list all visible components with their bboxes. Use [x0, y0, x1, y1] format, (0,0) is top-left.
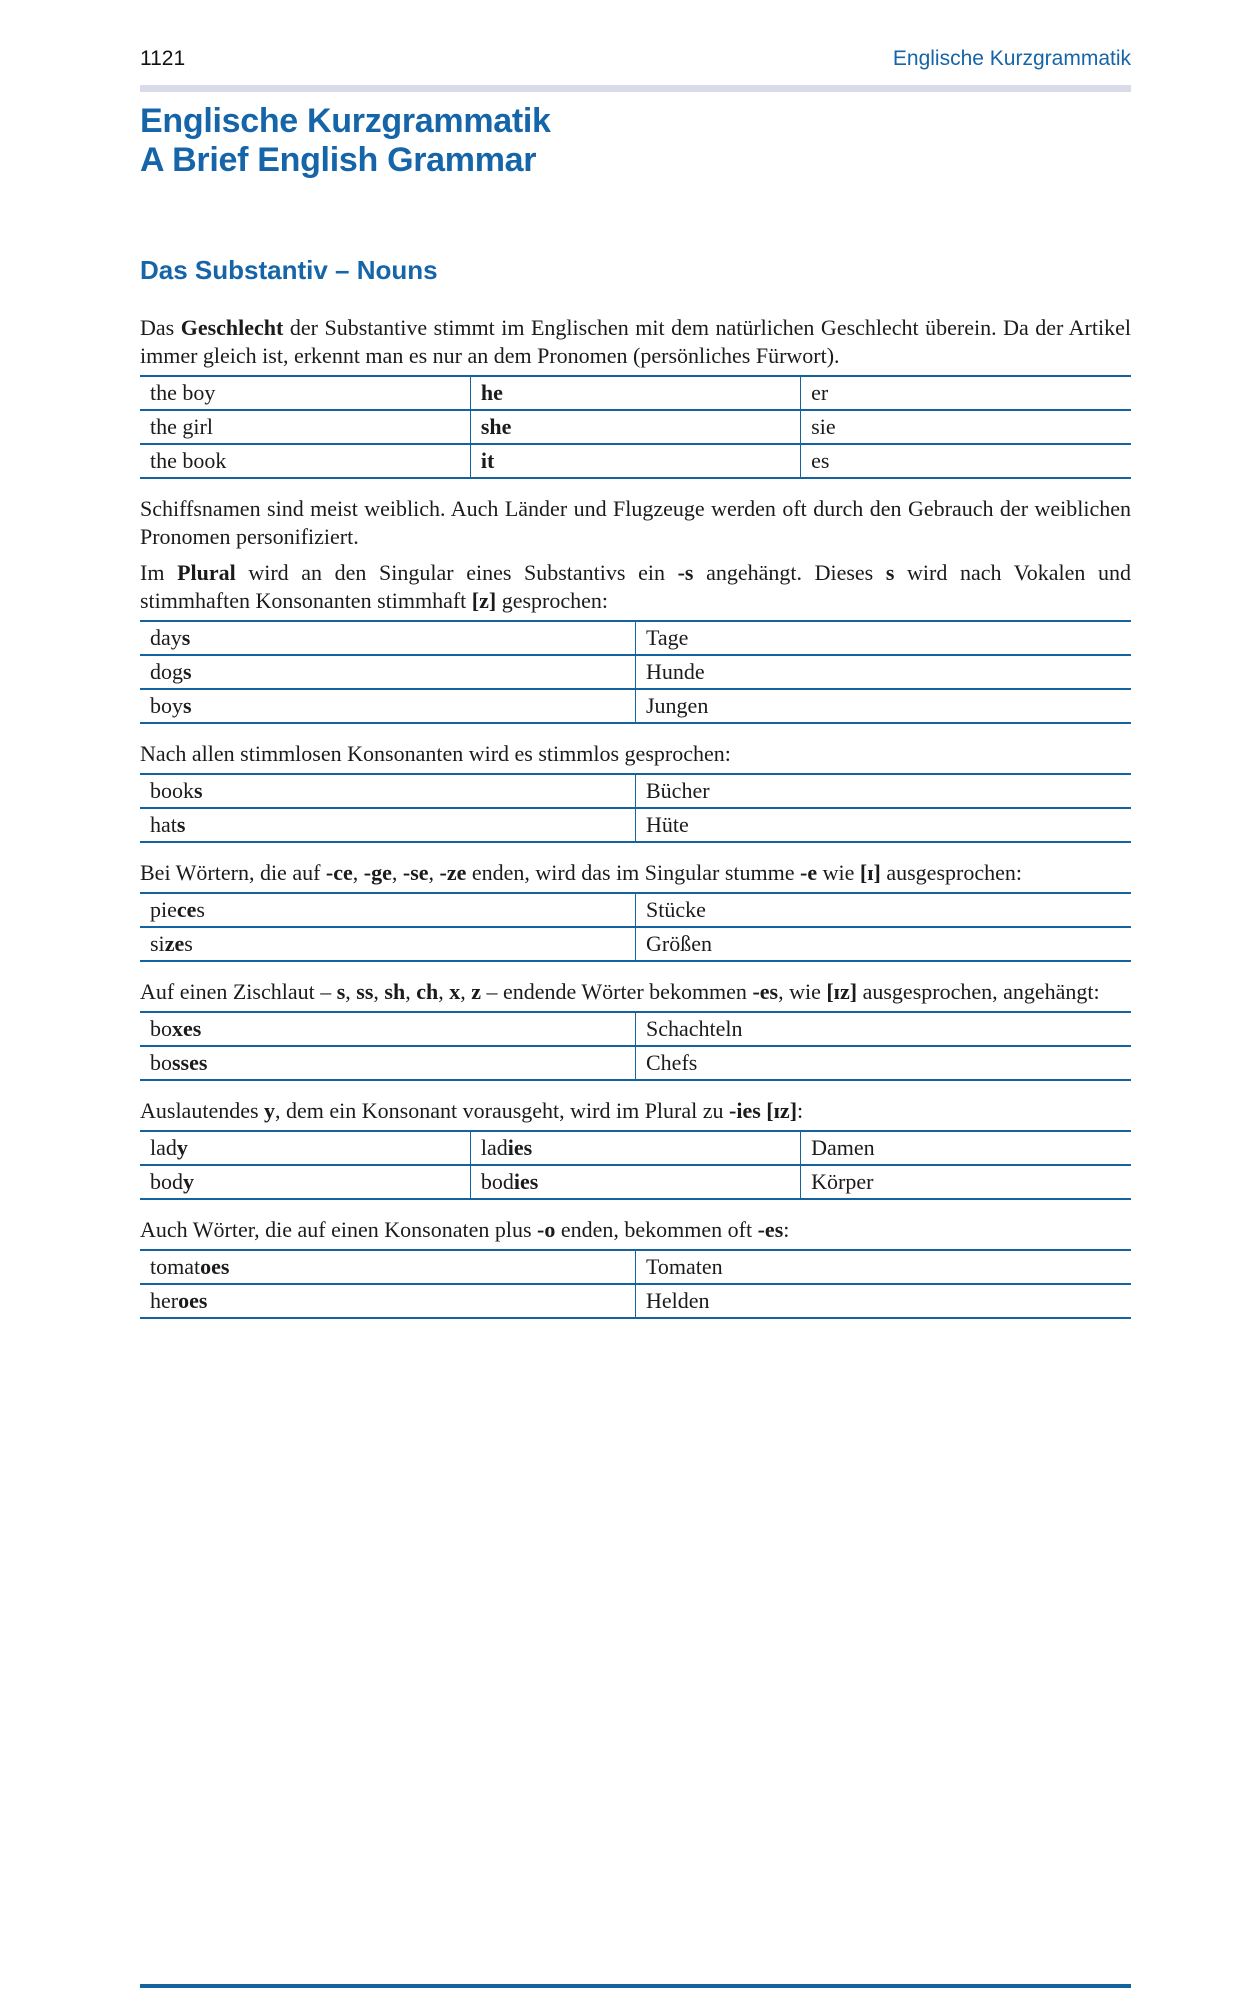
table-cell: tomatoes [150, 1254, 230, 1279]
table-cell: Hüte [636, 808, 1132, 842]
table-cell: she [470, 410, 800, 444]
table-cell: body [140, 1165, 470, 1199]
table-cell: pieces [150, 897, 205, 922]
table-cell: boxes [150, 1016, 202, 1041]
table-row [140, 808, 1131, 842]
table-cell: Hunde [636, 655, 1132, 689]
table-row [140, 774, 1131, 808]
table-cell: lady [150, 1135, 188, 1160]
title-line-2: A Brief English Grammar [140, 141, 537, 179]
paragraph: Im Plural wird an den Singular eines Substantivs ein -s angehängt. Dieses s wird nach Vokalen und stimmhaften Konsonanten stimmhaft [z] gesprochen: [140, 560, 1131, 613]
table-row [140, 1046, 1131, 1080]
section-heading: Das Substantiv – Nouns [140, 255, 438, 285]
table-cell: Körper [801, 1165, 1131, 1199]
table-row [140, 376, 1131, 410]
table-cell: the boy [150, 380, 216, 405]
table-cell: Tomaten [636, 1250, 1132, 1284]
grammar-table [140, 1011, 1131, 1081]
running-head: Englische Kurzgrammatik [892, 47, 1131, 70]
grammar-table [140, 892, 1131, 962]
table-row [140, 1165, 1131, 1199]
table-cell: Schachteln [636, 1012, 1132, 1046]
table-row [140, 1131, 1131, 1165]
table-cell: Chefs [636, 1046, 1132, 1080]
table-cell: bodies [470, 1165, 800, 1199]
table-row [140, 621, 1131, 655]
paragraph: Schiffsnamen sind meist weiblich. Auch Länder und Flugzeuge werden oft durch den Gebrauch der weiblichen Pronomen personifiziert. [140, 496, 1131, 549]
grammar-table [140, 1249, 1131, 1319]
grammar-table [140, 375, 1131, 479]
table-cell: Bücher [636, 774, 1132, 808]
table-cell: bosses [140, 1046, 636, 1080]
table-row [140, 689, 1131, 723]
paragraph: Auch Wörter, die auf einen Konsonaten plus -o enden, bekommen oft -es: [140, 1217, 790, 1242]
table-cell: books [150, 778, 203, 803]
table-cell: Damen [801, 1131, 1131, 1165]
table-cell: Größen [636, 927, 1132, 961]
table-cell: es [801, 444, 1131, 478]
table-row [140, 1284, 1131, 1318]
bottom-rule [140, 1984, 1131, 1988]
table-row [140, 1250, 1131, 1284]
paragraph: Auslautendes y, dem ein Konsonant vorausgeht, wird im Plural zu -ies [ɪz]: [140, 1098, 804, 1123]
table-cell: ladies [470, 1131, 800, 1165]
table-cell: sie [801, 410, 1131, 444]
table-cell: the girl [140, 410, 470, 444]
table-cell: Jungen [636, 689, 1132, 723]
table-cell: dogs [140, 655, 636, 689]
grammar-table [140, 1130, 1131, 1200]
table-cell: sizes [140, 927, 636, 961]
table-cell: er [801, 376, 1131, 410]
table-cell: he [470, 376, 800, 410]
table-cell: Tage [636, 621, 1132, 655]
table-row [140, 927, 1131, 961]
table-cell: the book [140, 444, 470, 478]
paragraph: Auf einen Zischlaut – s, ss, sh, ch, x, z – endende Wörter bekommen -es, wie [ɪz] ausgesprochen, angehängt: [140, 979, 1100, 1004]
table-cell: Stücke [636, 893, 1132, 927]
grammar-table [140, 620, 1131, 724]
table-cell: Helden [636, 1284, 1132, 1318]
title-line-1: Englische Kurzgrammatik [140, 102, 551, 140]
table-cell: heroes [140, 1284, 636, 1318]
table-row [140, 1012, 1131, 1046]
table-row [140, 444, 1131, 478]
paragraph: Bei Wörtern, die auf -ce, -ge, -se, -ze enden, wird das im Singular stumme -e wie [ɪ] ausgesprochen: [140, 860, 1022, 885]
table-cell: boys [140, 689, 636, 723]
table-cell: days [150, 625, 191, 650]
table-cell: hats [140, 808, 636, 842]
page-title [140, 102, 1131, 180]
table-row [140, 655, 1131, 689]
page-content [140, 0, 1131, 1319]
table-row [140, 410, 1131, 444]
grammar-table [140, 773, 1131, 843]
page-number: 1121 [140, 47, 186, 70]
content-blocks [140, 314, 1131, 1319]
table-cell: it [470, 444, 800, 478]
table-row [140, 893, 1131, 927]
paragraph: Das Geschlecht der Substantive stimmt im Englischen mit dem natürlichen Geschlecht überein. Da der Artikel immer gleich ist, erkennt man es nur an dem Pronomen (persönliches Fürwort). [140, 315, 1131, 368]
paragraph: Nach allen stimmlosen Konsonanten wird es stimmlos gesprochen: [140, 741, 731, 766]
page-header [140, 46, 1131, 72]
header-rule [140, 85, 1131, 92]
